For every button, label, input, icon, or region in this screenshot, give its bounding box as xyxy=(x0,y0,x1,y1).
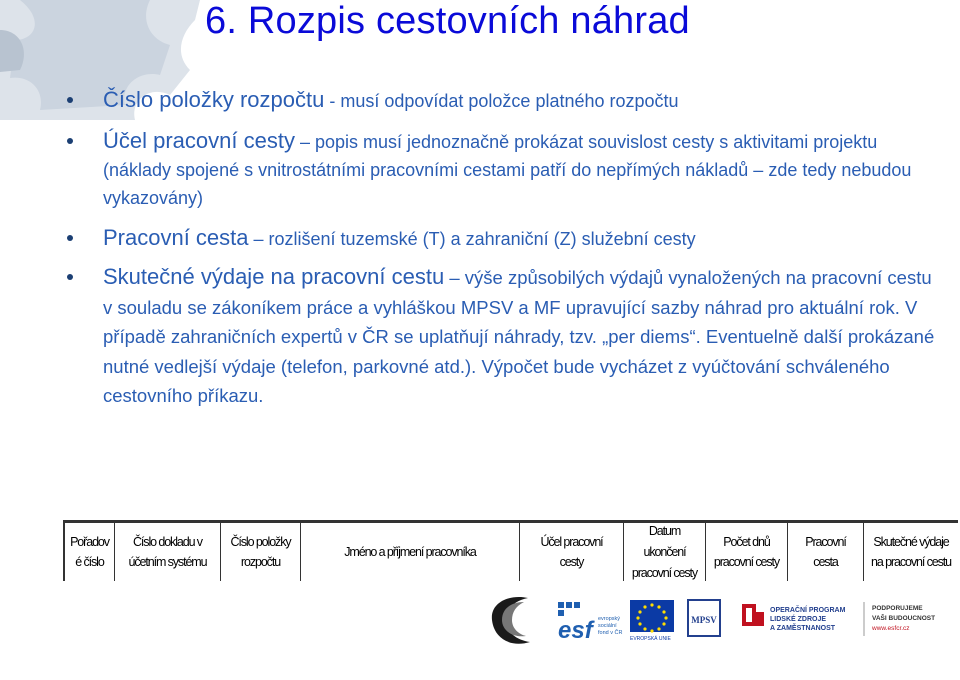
support-logo xyxy=(864,602,935,636)
page-title: 6. Rozpis cestovních náhrad xyxy=(205,0,690,42)
bullet-lead: Skutečné výdaje na pracovní cestu xyxy=(103,264,445,289)
bullet-icon xyxy=(67,235,73,241)
esf-caption: evropský xyxy=(598,616,621,622)
header-line: pracovní cesty xyxy=(713,555,780,569)
bullet-icon xyxy=(67,138,73,144)
header-line: Pracovní xyxy=(805,535,846,549)
header-line: Číslo dokladu v xyxy=(133,535,202,549)
eu-flag-logo xyxy=(630,600,674,642)
header-line: ukončení xyxy=(643,544,686,559)
op-text: A ZAMĚSTNANOST xyxy=(770,625,836,632)
header-line: Pořadov xyxy=(70,535,109,549)
bullet-icon xyxy=(67,97,73,103)
bullet-icon xyxy=(67,274,73,280)
header-line: Číslo položky xyxy=(230,535,291,549)
header-line: cesty xyxy=(559,555,584,569)
logo-strip xyxy=(480,590,960,650)
op-lzz-logo xyxy=(742,604,846,632)
bullet-list xyxy=(62,86,942,412)
support-link: www.esfcr.cz xyxy=(872,625,910,632)
bullet-item xyxy=(62,224,942,255)
header-cell-days xyxy=(705,523,787,581)
header-cell-employee-name xyxy=(300,523,519,581)
header-line: Jméno a příjmení pracovníka xyxy=(344,545,476,559)
bullet-lead: Číslo položky rozpočtu xyxy=(103,87,325,112)
op-text: OPERAČNÍ PROGRAM xyxy=(770,607,846,614)
swoosh-logo xyxy=(492,597,530,644)
header-line: rozpočtu xyxy=(240,555,281,569)
bullet-text: - musí odpovídat položce platného rozpočtu xyxy=(324,91,679,111)
header-cell-purpose xyxy=(519,523,623,581)
esf-caption: sociální xyxy=(598,623,617,629)
header-line: Účel pracovní xyxy=(540,535,603,549)
header-cell-budget-item xyxy=(220,523,300,581)
header-line: é číslo xyxy=(75,555,104,569)
bullet-text: – popis musí jednoznačně prokázat souvislost cesty s aktivitami projektu (náklady spojené s vnitrostátními pracovními cestami patří do nepřímých nákladů – zde tedy nebudou vykazovány) xyxy=(103,132,912,208)
bullet-lead: Pracovní cesta xyxy=(103,225,249,250)
header-line: na pracovní cestu xyxy=(871,555,951,569)
bullet-text: – výše způsobilých výdajů vynaložených na pracovní cestu v souladu se zákoníkem práce a vyhláškou MPSV a MF upravující sazby náhrad pro aktuální rok. V případě zahraničních expertů v ČR se uplatňují náhrady, tzv. „per diems“. Eventuelně další prokázané nutné vedlejší výdaje (telefon, parkovné atd.). Výpočet bude vycházet z vyúčtování schváleného cestovního příkazu. xyxy=(103,267,935,406)
header-line: Počet dnů xyxy=(723,535,770,549)
op-text: LIDSKÉ ZDROJE xyxy=(770,616,827,623)
mpsv-text: MPSV xyxy=(691,615,717,625)
bullet-lead: Účel pracovní cesty xyxy=(103,128,295,153)
header-cell-actual-expenses xyxy=(863,523,958,581)
support-text: PODPORUJEME xyxy=(872,605,923,612)
header-cell-end-date xyxy=(623,523,705,581)
bullet-item xyxy=(62,263,942,412)
header-cell-trip-type xyxy=(787,523,863,581)
esf-logo xyxy=(558,602,622,644)
support-text: VAŠI BUDOUCNOST xyxy=(872,615,936,622)
header-cell-document-number xyxy=(114,523,220,581)
svg-text:esf: esf xyxy=(558,617,593,644)
header-line: pracovní cesty xyxy=(631,565,698,580)
mpsv-logo xyxy=(688,600,720,636)
header-line: Datum xyxy=(648,523,681,538)
bullet-item xyxy=(62,127,942,213)
bullet-item xyxy=(62,86,942,117)
eu-caption: EVROPSKÁ UNIE xyxy=(630,636,671,642)
esf-caption: fond v ČR xyxy=(598,630,623,636)
header-line: cesta xyxy=(813,555,838,569)
header-cell-order xyxy=(63,523,114,581)
bullet-text: – rozlišení tuzemské (T) a zahraniční (Z) služební cesty xyxy=(248,229,696,249)
header-line: Skutečné výdaje xyxy=(873,535,949,549)
header-line: účetním systému xyxy=(128,555,207,569)
travel-costs-table-header xyxy=(63,520,958,581)
